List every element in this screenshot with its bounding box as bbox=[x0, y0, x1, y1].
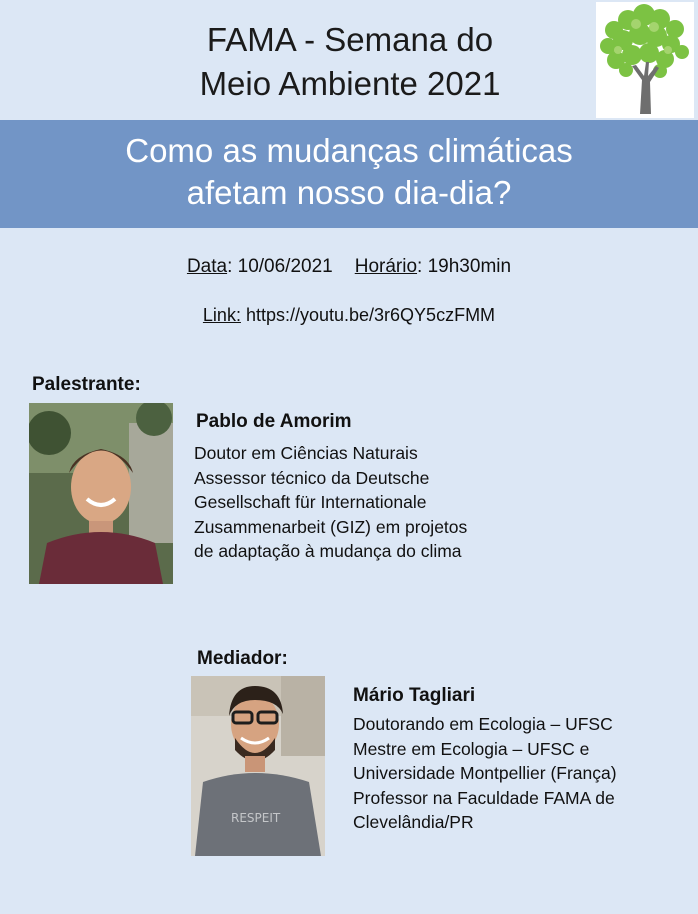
speaker-bio bbox=[194, 441, 467, 564]
speaker-bio-line: Assessor técnico da Deutsche bbox=[194, 467, 430, 488]
tree-icon bbox=[596, 2, 694, 118]
title-line-2: Meio Ambiente 2021 bbox=[199, 65, 501, 102]
time-value: : 19h30min bbox=[417, 256, 512, 277]
link-row bbox=[0, 305, 698, 326]
mediator-bio-line: Doutorando em Ecologia – UFSC bbox=[353, 714, 613, 734]
title-line-1: FAMA - Semana do bbox=[206, 21, 494, 58]
date-value: : 10/06/2021 bbox=[227, 256, 333, 277]
link-url[interactable]: https://youtu.be/3r6QY5czFMM bbox=[240, 305, 496, 325]
speaker-name: Pablo de Amorim bbox=[196, 411, 352, 432]
date-label: Data bbox=[186, 256, 228, 277]
mediator-bio bbox=[353, 712, 617, 835]
banner-line-1: Como as mudanças climáticas bbox=[125, 132, 573, 169]
speaker-photo bbox=[29, 403, 173, 584]
time-label: Horário bbox=[354, 256, 418, 277]
mediator-bio-line: Professor na Faculdade FAMA de bbox=[353, 787, 615, 808]
mediator-bio-line: Universidade Montpellier (França) bbox=[353, 763, 617, 783]
banner-line-2: afetam nosso dia-dia? bbox=[186, 174, 512, 211]
fama-tree-logo bbox=[596, 2, 694, 118]
mediator-photo bbox=[191, 676, 325, 856]
speaker-section-label: Palestrante: bbox=[32, 374, 141, 395]
topic-banner bbox=[0, 120, 698, 228]
speaker-bio-line: de adaptação à mudança do clima bbox=[194, 541, 462, 561]
speaker-bio-line: Zusammenarbeit (GIZ) em projetos bbox=[194, 516, 468, 537]
speaker-bio-line: Doutor em Ciências Naturais bbox=[194, 443, 418, 463]
date-time-row bbox=[0, 256, 698, 278]
mediator-name: Mário Tagliari bbox=[353, 685, 476, 706]
link-label: Link: bbox=[202, 305, 241, 325]
mediator-section-label: Mediador: bbox=[197, 648, 288, 669]
svg-text:RESPEIT: RESPEIT bbox=[231, 811, 281, 825]
mediator-bio-line: Clevelândia/PR bbox=[353, 812, 474, 832]
mediator-bio-line: Mestre em Ecologia – UFSC e bbox=[353, 738, 590, 759]
page-title bbox=[0, 18, 698, 106]
speaker-bio-line: Gesellschaft für Internationale bbox=[194, 492, 427, 512]
